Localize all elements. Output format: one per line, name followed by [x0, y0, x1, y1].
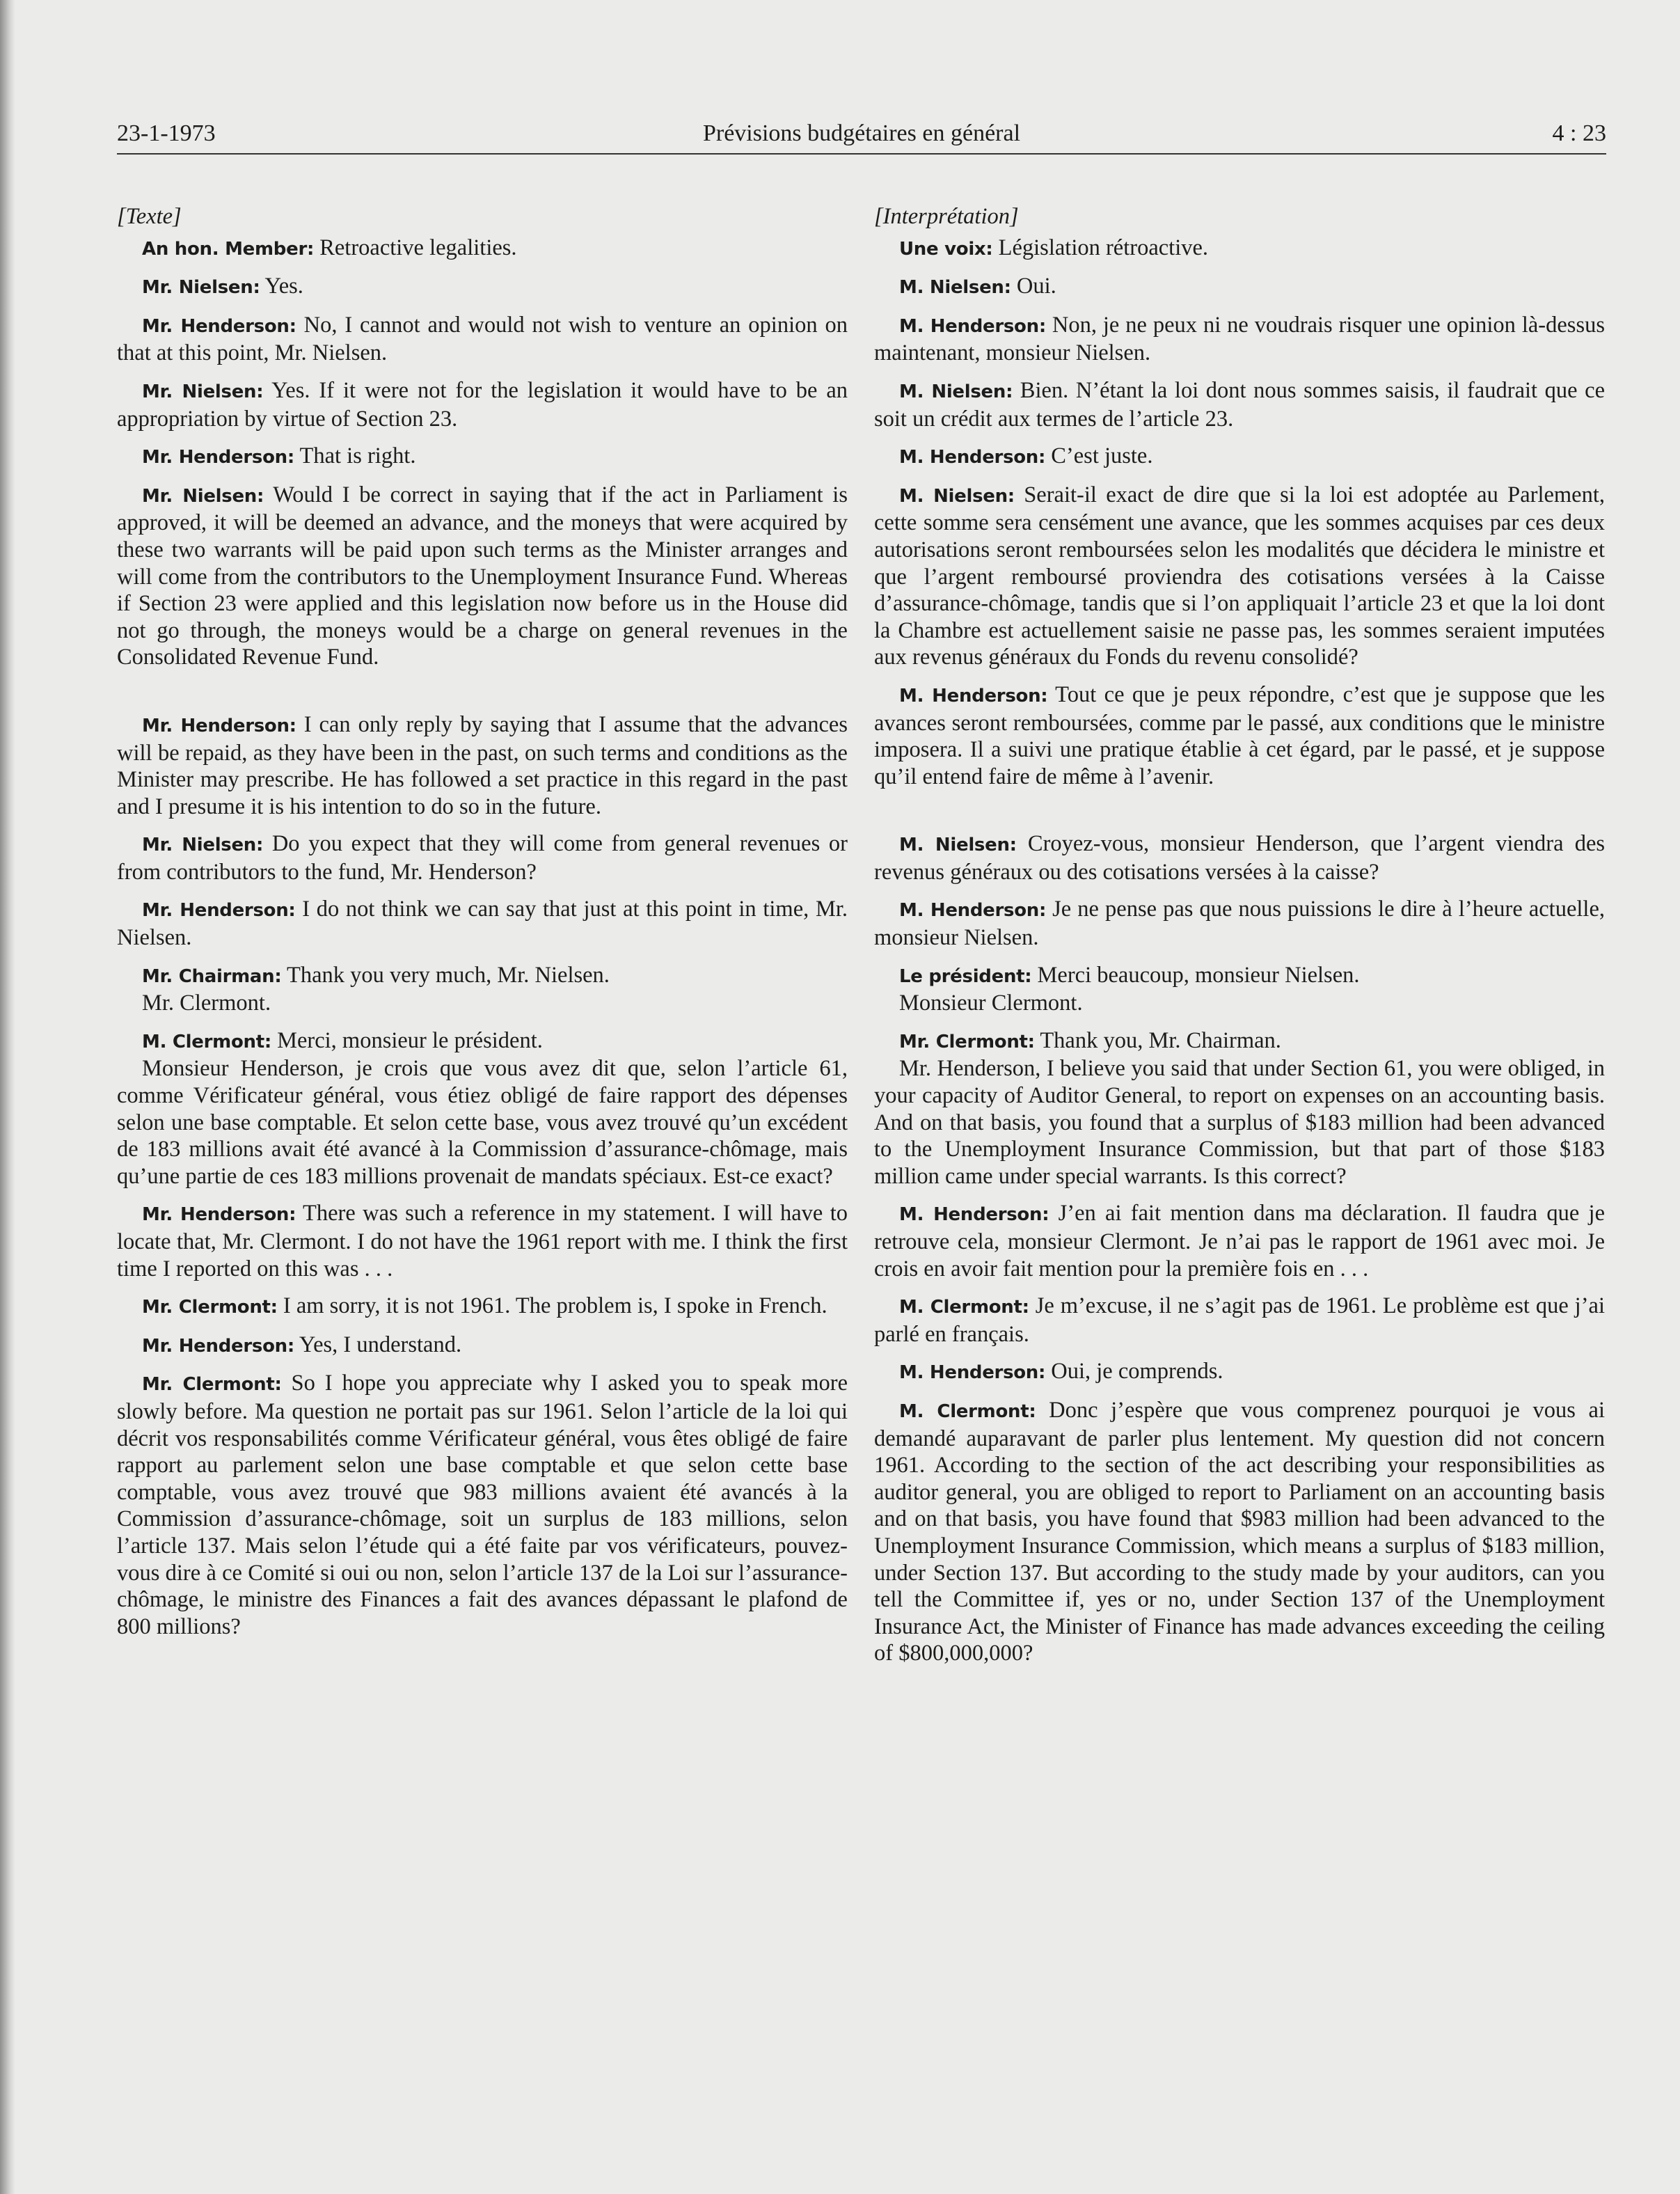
- speaker-label: Mr. Chairman:: [142, 965, 282, 987]
- transcript-entry: [117, 312, 848, 367]
- entry-text: I am sorry, it is not 1961. The problem is, I spoke in French.: [283, 1293, 827, 1319]
- transcript-entry: [874, 681, 1605, 790]
- entry-text: Croyez-vous, monsieur Henderson, que l’argent viendra des revenus généraux ou des cotisations versées à la caisse?: [874, 831, 1606, 885]
- speaker-label: Mr. Henderson:: [142, 715, 296, 736]
- section-label-interpretation: [Interprétation]: [874, 204, 1019, 229]
- transcript-entry: [117, 962, 848, 991]
- entry-text: Thank you very much, Mr. Nielsen.: [286, 962, 610, 988]
- speaker-label: Mr. Clermont:: [142, 1374, 282, 1396]
- transcript-entry: [874, 273, 1605, 301]
- transcript-entry: [874, 896, 1605, 951]
- speaker-label: Mr. Nielsen:: [142, 835, 264, 856]
- speaker-label: An hon. Member:: [142, 238, 315, 260]
- transcript-entry: [117, 235, 848, 263]
- entry-text: Yes. If it were not for the legislation it would have to be an appropriation by virtue of Section 23.: [117, 377, 848, 432]
- entry-text: Oui.: [1016, 274, 1056, 299]
- speaker-label: Le président:: [899, 965, 1032, 987]
- entry-text: There was such a reference in my statement. I will have to locate that, Mr. Clermont. I do not have the 1961 report with me. I think the first time I reported on this was . . .: [117, 1201, 848, 1281]
- entry-text: Yes.: [264, 274, 303, 299]
- speaker-label: M. Clermont:: [142, 1031, 271, 1052]
- transcript-entry: [117, 830, 848, 885]
- entry-text: Non, je ne peux ni ne voudrais risquer une opinion là-dessus maintenant, monsieur Nielsen.: [874, 312, 1605, 366]
- transcript-entry: [874, 377, 1605, 432]
- speaker-label: M. Nielsen:: [899, 485, 1015, 507]
- speaker-label: M. Clermont:: [899, 1400, 1036, 1422]
- transcript-entry: [117, 1200, 848, 1282]
- transcript-entry: [874, 1200, 1605, 1282]
- entry-text: Retroactive legalities.: [319, 235, 517, 260]
- speaker-label: M. Clermont:: [899, 1297, 1029, 1318]
- transcript-entry: [117, 711, 848, 820]
- entry-text: I do not think we can say that just at this point in time, Mr. Nielsen.: [117, 897, 848, 951]
- speaker-label: M. Henderson:: [899, 315, 1046, 337]
- transcript-entry: [117, 273, 848, 301]
- speaker-label: Mr. Henderson:: [142, 315, 296, 337]
- speaker-label: M. Henderson:: [899, 900, 1047, 922]
- transcript-entry: [874, 312, 1605, 367]
- entry-text: Donc j’espère que vous comprenez pourquoi je vous ai demandé auparavant de parler plus lentement. My question did not concern 1961. According to the section of the act describing your responsibilities as auditor general, you are obliged to report to Parliament on an accounting basis and on that basis, you have found that $983 million had been advanced to the Unemployment Insurance Commission, which means a surplus of $183 million, under Section 137. But according to the study made by your auditors, can you tell the Committee if, yes or no, under Section 137 of the Unemployment Insurance Act, the Minister of Finance has made advances exceeding the ceiling of $800,000,000?: [874, 1397, 1605, 1666]
- entry-text: Merci, monsieur le président.: [277, 1027, 543, 1053]
- section-label-texte: [Texte]: [117, 204, 182, 229]
- speaker-label: M. Nielsen:: [899, 835, 1017, 856]
- header-date: 23-1-1973: [117, 120, 216, 146]
- speaker-label: Mr. Henderson:: [142, 1335, 294, 1357]
- transcript-entry: [874, 443, 1605, 471]
- entry-text: No, I cannot and would not wish to venture an opinion on that at this point, Mr. Nielsen.: [117, 312, 848, 366]
- transcript-entry: [874, 1397, 1605, 1667]
- speaker-label: Mr. Clermont:: [142, 1297, 278, 1318]
- entry-continuation: Mr. Clermont.: [142, 991, 271, 1016]
- speaker-label: M. Nielsen:: [899, 381, 1013, 402]
- entry-text: Thank you, Mr. Chairman.: [1040, 1027, 1281, 1053]
- transcript-entry: [117, 896, 848, 951]
- transcript-entry: [874, 830, 1605, 885]
- speaker-label: M. Henderson:: [899, 685, 1048, 707]
- speaker-label: M. Henderson:: [899, 1362, 1046, 1384]
- speaker-label: Mr. Henderson:: [142, 1204, 296, 1226]
- speaker-label: Mr. Nielsen:: [142, 485, 264, 507]
- transcript-entry: [117, 1027, 848, 1056]
- speaker-label: Mr. Clermont:: [899, 1031, 1035, 1052]
- speaker-label: M. Nielsen:: [899, 277, 1011, 299]
- transcript-entry: [117, 1332, 848, 1360]
- speaker-label: Mr. Nielsen:: [142, 381, 264, 402]
- entry-text: Je ne pense pas que nous puissions le dire à l’heure actuelle, monsieur Nielsen.: [874, 897, 1605, 951]
- page-edge-shadow: [0, 0, 15, 2194]
- entry-text: Merci beaucoup, monsieur Nielsen.: [1037, 962, 1360, 988]
- transcript-entry: [874, 1358, 1605, 1387]
- transcript-entry: [117, 377, 848, 432]
- transcript-entry: [117, 1370, 848, 1640]
- entry-text: Would I be correct in saying that if the act in Parliament is approved, it will be deemed an advance, and the moneys that were acquired by these two warrants will be paid upon such terms as the Minister arranges and will come from the contributors to the Unemployment Insurance Fund. Whereas if Section 23 were applied and this legislation now before us in the House did not go through, the moneys would be a charge on general revenues in the Consolidated Revenue Fund.: [117, 482, 848, 670]
- transcript-entry: [874, 1293, 1605, 1348]
- french-column: [874, 203, 1605, 1667]
- transcript-entry: [117, 482, 848, 671]
- entry-text: I can only reply by saying that I assume that the advances will be repaid, as they have been in the past, on such terms and conditions as the Minister may prescribe. He has followed a set practice in this regard in the past and I presume it is his intention to do so in the future.: [117, 711, 848, 819]
- entry-text: Do you expect that they will come from general revenues or from contributors to the fund, Mr. Henderson?: [117, 831, 848, 885]
- entry-text: That is right.: [299, 443, 416, 469]
- entry-text: Oui, je comprends.: [1051, 1359, 1223, 1384]
- transcript-entry: [874, 235, 1605, 263]
- entry-continuation: Monsieur Henderson, je crois que vous avez dit que, selon l’article 61, comme Vérificateur général, vous étiez obligé de faire rapport des dépenses selon une base comptable. Et selon cette base, vous avez trouvé qu’un excédent de 183 millions avait été avancé à la Commission d’assurance-chômage, mais qu’une partie de ces 183 millions provenait de mandats spéciaux. Est-ce exact?: [117, 1056, 848, 1189]
- entry-text: J’en ai fait mention dans ma déclaration. Il faudra que je retrouve cela, monsieur Clermont. Je n’ai pas le rapport de 1961 avec moi. Je crois en avoir fait mention pour la première fois en . . .: [874, 1201, 1606, 1281]
- entry-continuation: Monsieur Clermont.: [899, 991, 1083, 1016]
- entry-text: Yes, I understand.: [299, 1332, 462, 1357]
- transcript-entry: [117, 443, 848, 471]
- header-title: Prévisions budgétaires en général: [702, 120, 1021, 146]
- entry-text: Je m’excuse, il ne s’agit pas de 1961. Le problème est que j’ai parlé en français.: [874, 1293, 1605, 1347]
- speaker-label: M. Henderson:: [899, 1204, 1049, 1226]
- speaker-label: Mr. Henderson:: [142, 900, 296, 922]
- page-header: [117, 117, 1606, 155]
- entry-text: Bien. N’étant la loi dont nous sommes saisis, il faudrait que ce soit un crédit aux termes de l’article 23.: [874, 377, 1605, 432]
- speaker-label: Mr. Henderson:: [142, 447, 294, 468]
- speaker-label: Une voix:: [899, 238, 993, 260]
- entry-text: So I hope you appreciate why I asked you to speak more slowly before. Ma question ne portait pas sur 1961. Selon l’article de la loi qui décrit vos responsabilités comme Vérificateur général, vous êtes obligé de faire rapport au parlement selon une base comptable et que selon cette base comptable, vous avez trouvé que 983 millions avaient été avancés à la Commission d’assurance-chômage, soit un surplus de 183 millions, selon l’article 137. Mais selon l’étude qui a été faite par vos vérificateurs, pouvez-vous dire à ce Comité si oui ou non, selon l’article 137 de la Loi sur l’assurance-chômage, le ministre des Finances a fait des avances dépassant le plafond de 800 millions?: [117, 1371, 848, 1639]
- entry-text: Législation rétroactive.: [998, 235, 1209, 260]
- speaker-label: M. Henderson:: [899, 447, 1046, 468]
- entry-continuation: Mr. Henderson, I believe you said that under Section 61, you were obliged, in your capacity of Auditor General, to report on expenses on an accounting basis. And on that basis, you found that a surplus of $183 million had been advanced to the Unemployment Insurance Commission, but that part of those $183 million came under special warrants. Is this correct?: [874, 1056, 1605, 1189]
- transcript-entry: [874, 482, 1605, 671]
- entry-text: Tout ce que je peux répondre, c’est que je suppose que les avances seront remboursées, comme par le passé, aux conditions que le ministre imposera. Il a suivi une pratique établie à cet égard, par le passé, et je suppose qu’il entend faire de même à l’avenir.: [874, 681, 1605, 789]
- entry-text: C’est juste.: [1051, 443, 1153, 469]
- transcript-entry: [117, 1293, 848, 1321]
- transcript-entry: [874, 1027, 1605, 1056]
- speaker-label: Mr. Nielsen:: [142, 277, 260, 299]
- entry-text: Serait-il exact de dire que si la loi est adoptée au Parlement, cette somme sera censément une avance, que les sommes acquises par ces deux autorisations seront remboursées selon les modalités que décidera le ministre et que l’argent remboursé proviendra des cotisations versées à la Caisse d’assurance-chômage, tandis que si l’on appliquait l’article 23 et que la loi dont la Chambre est actuellement saisie ne passe pas, les sommes seraient imputées aux revenus généraux du Fonds du revenu consolidé?: [874, 482, 1606, 670]
- english-column: [117, 203, 848, 1640]
- transcript-entry: [874, 962, 1605, 991]
- header-page-number: 4 : 23: [1552, 120, 1606, 146]
